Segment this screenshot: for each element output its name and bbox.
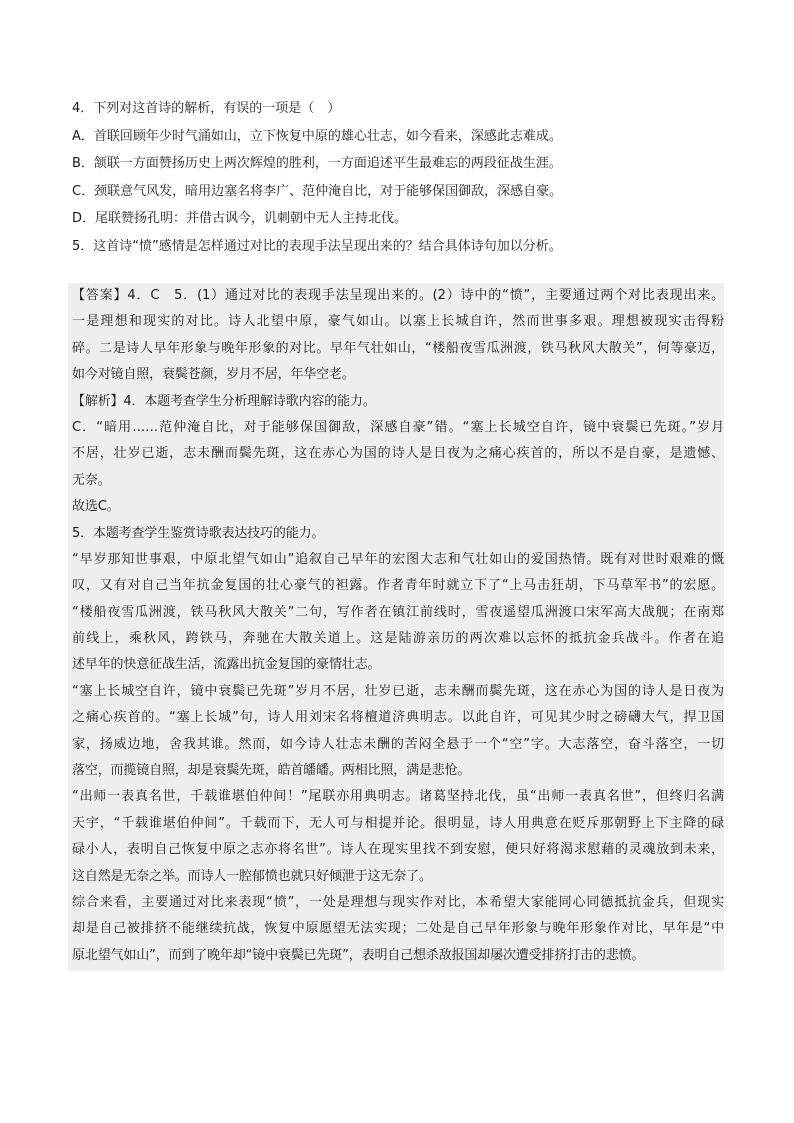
analysis-line: 不居，壮岁已逝，志未酬而鬓先斑，这在赤心为国的诗人是日夜为之痛心疾首的，所以不是自豪，是遗憾、 <box>72 446 724 462</box>
analysis-line: 天宇，“千载谁堪伯仲间”。千载而下，无人可与相提并论。很明显，诗人用典意在贬斥那朝野上下主降的碌 <box>72 815 724 831</box>
analysis-line: “塞上长城空自许，镜中衰鬓已先斑”岁月不居，壮岁已逝，志未酬而鬓先斑，这在赤心为国的诗人是日夜为 <box>72 683 724 699</box>
analysis-line: 之痛心疾首的。“塞上长城”句，诗人用刘宋名将檀道济典明志。以此自许，可见其少时之磅礴大气，捍卫国 <box>72 710 724 726</box>
analysis-line: “出师一表真名世，千载谁堪伯仲间！”尾联亦用典明志。诸葛坚持北伐，虽“出师一表真名世”，但终归名满 <box>72 789 724 805</box>
option-a: A．首联回顾年少时气涌如山，立下恢复中原的雄心壮志，如今看来，深感此志难成。 <box>72 128 562 144</box>
analysis-line: 却是自己被排挤不能继续抗战，恢复中原愿望无法实现；二处是自己早年形象与晚年形象作对比，早年是“中 <box>72 921 724 937</box>
analysis-heading: 【解析】4．本题考查学生分析理解诗歌内容的能力。 <box>72 393 376 409</box>
analysis-line: 这自然是无奈之举。而诗人一腔郁愤也就只好倾泄于这无奈了。 <box>72 868 432 884</box>
analysis-line: 落空，而揽镜自照，却是衰鬓先斑，皓首皤皤。两相比照，满是悲怆。 <box>72 763 471 779</box>
analysis-line: 5．本题考查学生鉴赏诗歌表达技巧的能力。 <box>72 525 325 541</box>
option-b: B．颔联一方面赞扬历史上两次辉煌的胜利，一方面追述平生最难忘的两段征战生涯。 <box>72 156 562 171</box>
answer-line: 如今对镜自照，衰鬓苍颜，岁月不居，年华空老。 <box>72 367 355 383</box>
answer-line: 碎。二是诗人早年形象与晚年形象的对比。早年气壮如山，“楼船夜雪瓜洲渡，铁马秋风大散关”，何等豪迈， <box>72 340 724 356</box>
analysis-line: 原北望气如山”，而到了晚年却“镜中衰鬓已先斑”，表明自己想杀敌报国却屡次遭受排挤打击的悲愤。 <box>72 947 645 963</box>
analysis-line: 叹，又有对自己当年抗金复国的壮心豪气的袒露。作者青年时就立下了“上马击狂胡，下马草军书”的宏愿。 <box>72 578 724 594</box>
analysis-line: C．“暗用……范仲淹自比，对于能够保国御敌，深感自豪”错。“塞上长城空自许，镜中衰鬓已先斑。”岁月 <box>72 419 724 435</box>
analysis-line: 述早年的快意征战生活，流露出抗金复国的豪情壮志。 <box>72 657 381 673</box>
analysis-line: “早岁那知世事艰，中原北望气如山”追叙自己早年的宏图大志和气壮如山的爱国热情。既有对世时艰难的慨 <box>72 551 724 567</box>
question-4-stem: 4．下列对这首诗的解析，有误的一项是（ ） <box>72 101 341 116</box>
questions-section <box>72 95 732 260</box>
analysis-line: 前线上，乘秋风，跨铁马，奔驰在大散关道上。这是陆游亲历的两次难以忘怀的抵抗金兵战斗。作者在追 <box>72 631 724 647</box>
answer-line: 【答案】4．C 5．(1）通过对比的表现手法呈现出来的。(2）诗中的“愤”，主要通过两个对比表现出来。 <box>72 288 724 303</box>
analysis-line: 碌小人，表明自己恢复中原之志亦将名世”。诗人在现实里找不到安慰，便只好将渴求慰藉的灵魂放到未来， <box>72 842 724 858</box>
analysis-line: 综合来看，主要通过对比来表现“愤”，一处是理想与现实作对比，本希望大家能同心同德抵抗金兵，但现实 <box>72 894 724 910</box>
analysis-line: 故选C。 <box>72 499 120 515</box>
analysis-line: 无奈。 <box>72 472 111 488</box>
analysis-line: 家，扬威边地，舍我其谁。然而，如今诗人壮志未酬的苦闷全悬于一个“空”字。大志落空，奋斗落空，一切 <box>72 736 724 752</box>
analysis-line: “楼船夜雪瓜洲渡，铁马秋风大散关”二句，写作者在镇江前线时，雪夜遥望瓜洲渡口宋军高大战舰；在南郑 <box>72 604 724 620</box>
option-c: C．颈联意气风发，暗用边塞名将李广、范仲淹自比，对于能够保国御敌，深感自豪。 <box>72 183 563 199</box>
option-d: D．尾联赞扬孔明：并借古讽今，讥刺朝中无人主持北伐。 <box>72 211 408 226</box>
answer-line: 一是理想和现实的对比。诗人北望中原，豪气如山。以塞上长城自许，然而世事多艰。理想被现实击得粉 <box>72 314 724 330</box>
question-5-stem: 5．这首诗“愤”感情是怎样通过对比的表现手法呈现出来的？结合具体诗句加以分析。 <box>72 238 562 254</box>
answer-explanation-block <box>68 283 724 971</box>
